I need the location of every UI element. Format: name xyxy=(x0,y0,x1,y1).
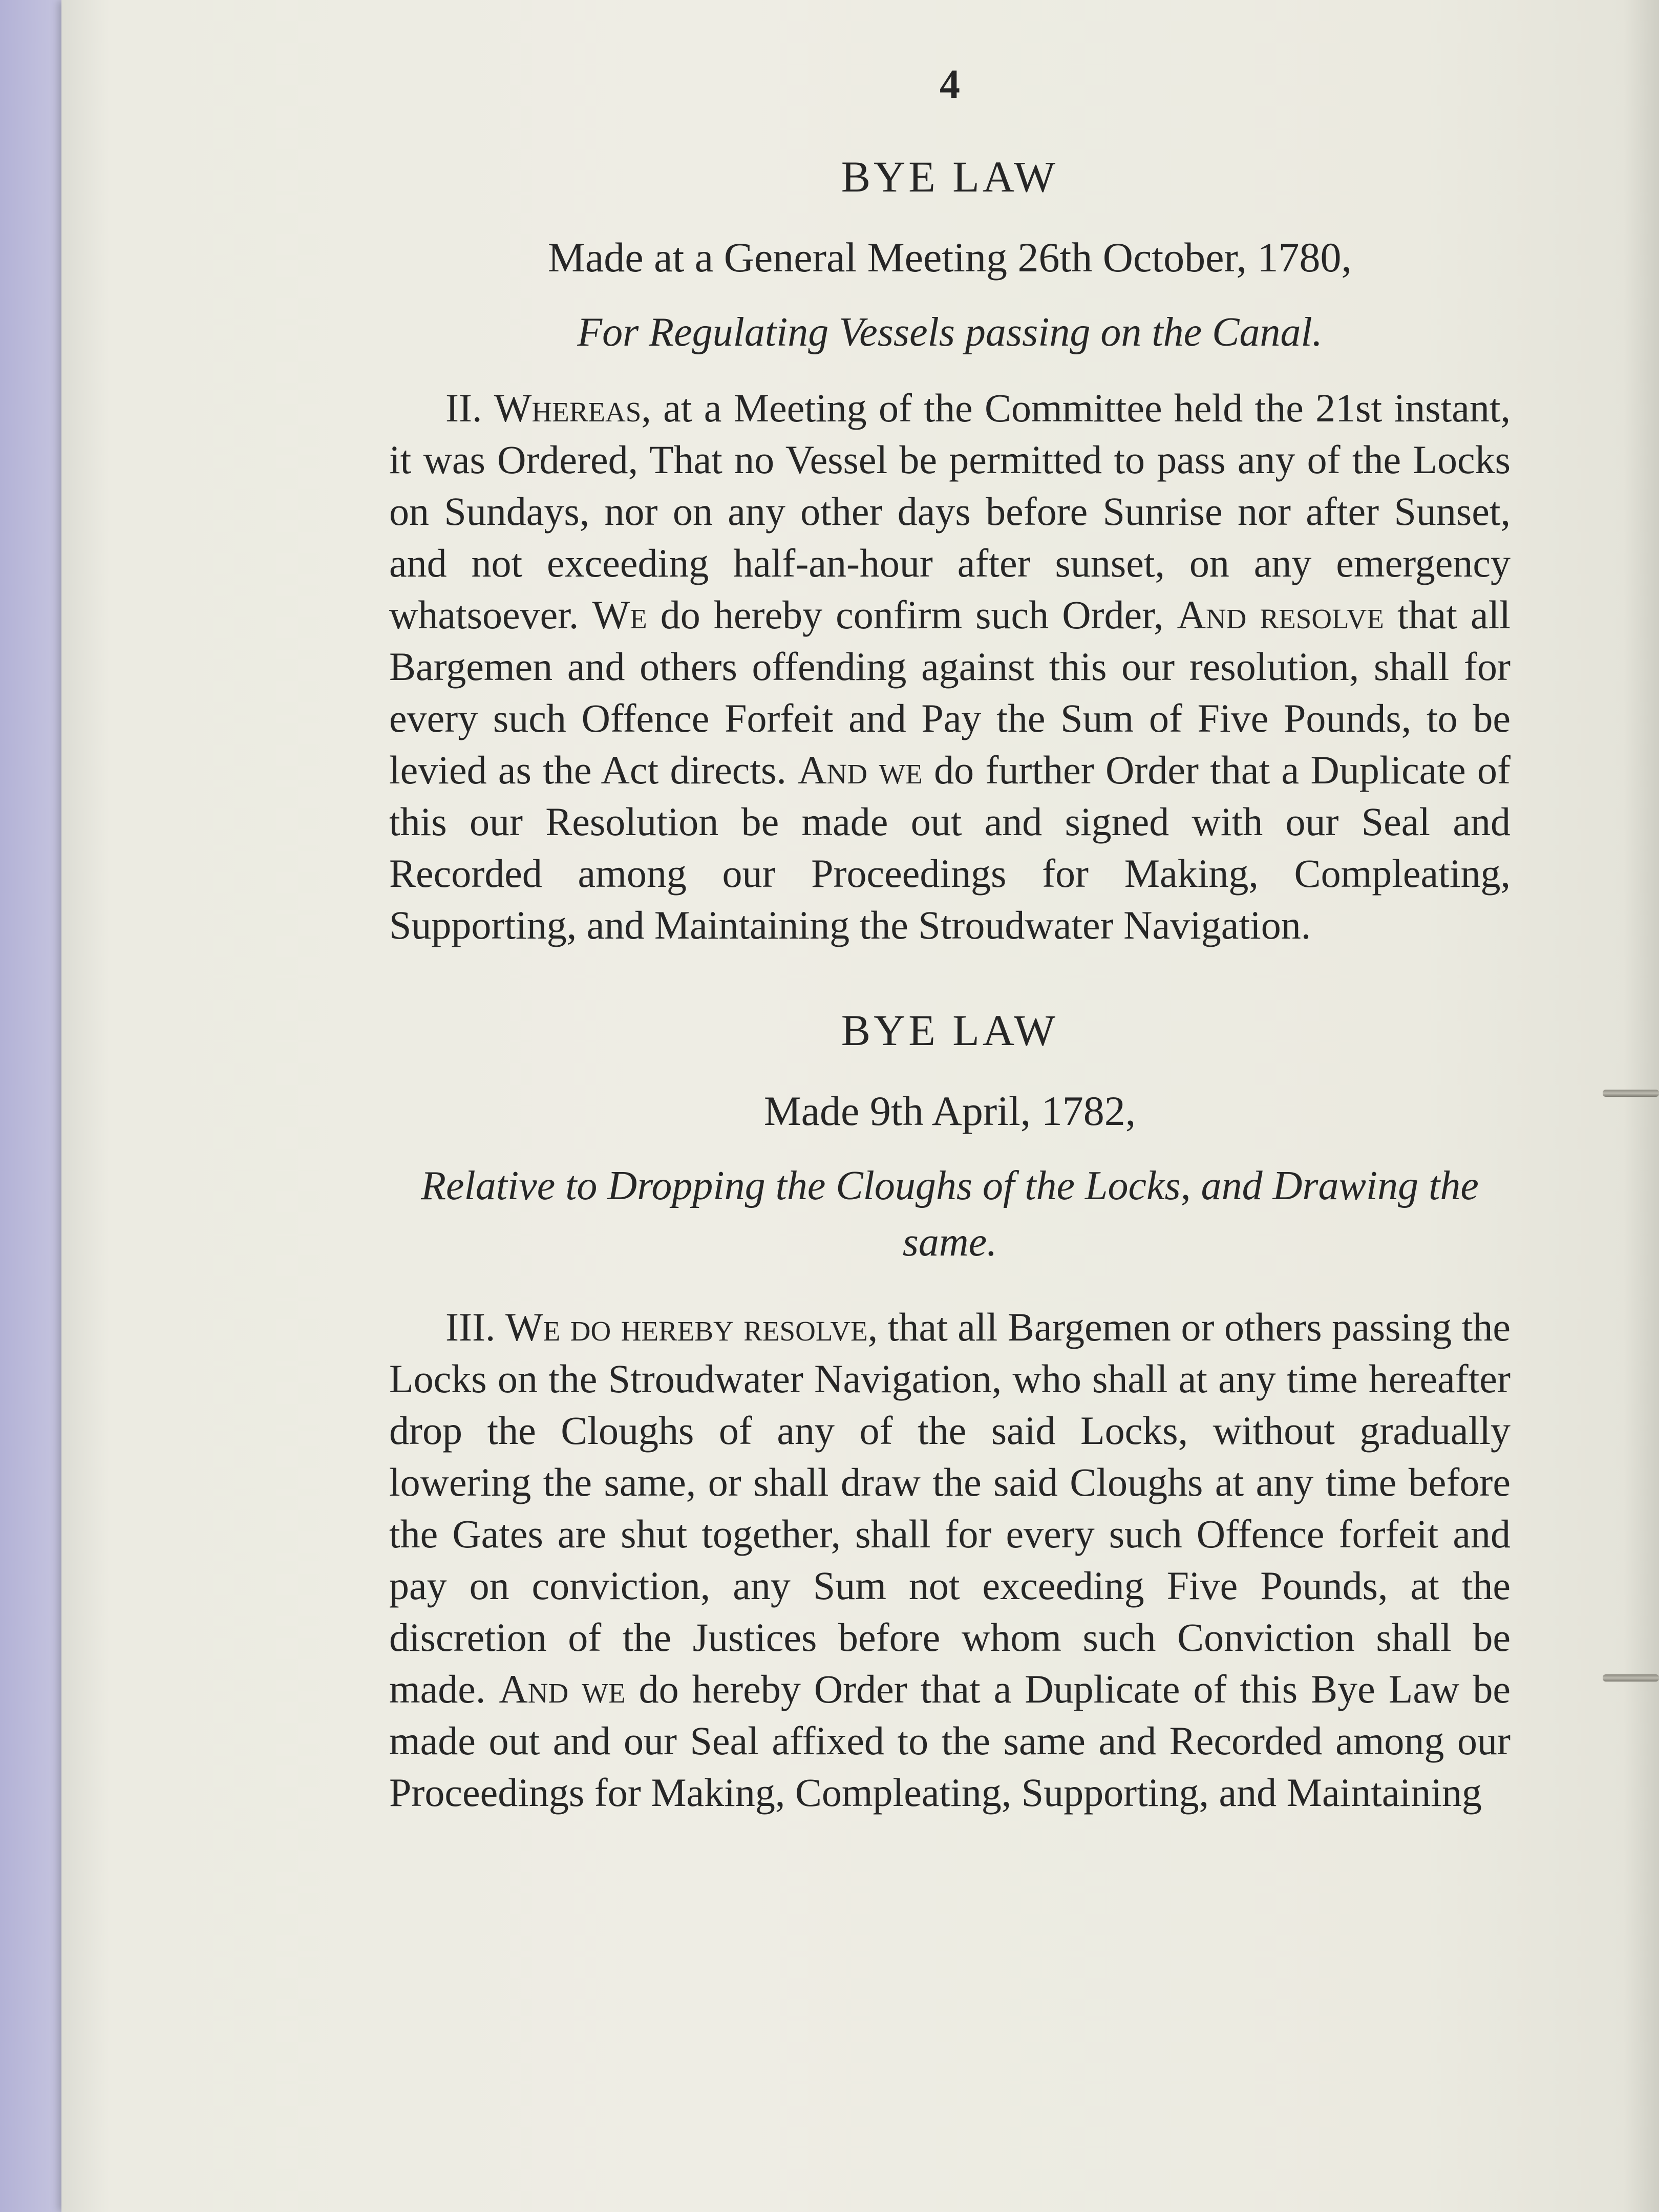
section-subtitle: Relative to Dropping the Cloughs of the Locks, and Drawing the same. xyxy=(421,1163,1479,1265)
section-paragraph xyxy=(389,1301,1511,1818)
paragraph-text: do hereby Order that a Duplicate of this Bye Law be made out and our Seal affixed to the same and Recorded among our Proceedings for Making, Compleating, Supporting, and Maintaining xyxy=(389,1667,1511,1815)
paragraph-text: do further Order that a Duplicate of this our Resolution be made out and signed with our Seal and Recorded among our Proceedings for Making, Compleating, Supporting, and Maintaining the Stroudwater Navigation. xyxy=(389,748,1511,947)
section-paragraph xyxy=(389,382,1511,951)
section-made-date: Made at a General Meeting 26th October, 1780, xyxy=(547,234,1352,281)
section-made-date: Made 9th April, 1782, xyxy=(763,1088,1136,1134)
binding-staple xyxy=(1603,1090,1659,1097)
page-content xyxy=(389,56,1511,1869)
paragraph-phrase: And we xyxy=(798,748,923,792)
document-page xyxy=(61,0,1659,2212)
section-heading: BYE LAW xyxy=(841,1006,1059,1055)
paragraph-text: at a Meeting of the Committee held the 21st instant, it was Ordered, That no Vessel be permitted to pass any of the Locks on Sundays, nor on any other days before Sunrise nor after Sunset, and not exceeding half-an-hour after sunset, on any emergency whatsoever. xyxy=(389,386,1511,637)
paragraph-phrase: And we xyxy=(499,1667,626,1711)
paragraph-number: III. xyxy=(445,1305,496,1349)
section-heading: BYE LAW xyxy=(841,152,1059,201)
paragraph-text: that all Bargemen and others offending against this our resolution, shall for every such Offence Forfeit and Pay the Sum of Five Pounds, to be levied as the Act directs. xyxy=(389,592,1511,792)
bye-law-section-2 xyxy=(389,1002,1511,1818)
page-edge-shadow xyxy=(1623,0,1659,2212)
paragraph-text: do hereby confirm such Order, xyxy=(647,592,1177,637)
paragraph-number: II. xyxy=(445,386,482,430)
binding-staple xyxy=(1603,1674,1659,1682)
paragraph-opening: Whereas, xyxy=(494,386,651,430)
paragraph-opening: We do hereby resolve, xyxy=(505,1305,878,1349)
page-number: 4 xyxy=(940,62,960,107)
section-subtitle: For Regulating Vessels passing on the Canal. xyxy=(577,310,1323,355)
paragraph-phrase: And resolve xyxy=(1177,592,1384,637)
paragraph-phrase: We xyxy=(592,592,647,637)
bye-law-section-1 xyxy=(389,148,1511,951)
paragraph-text: that all Bargemen or others passing the Locks on the Stroudwater Navigation, who shall at any time hereafter drop the Cloughs of any of the said Locks, without gradually lowering the same, or shall draw the said Cloughs at any time before the Gates are shut together, shall for every such Offence forfeit and pay on conviction, any Sum not exceeding Five Pounds, at the discretion of the Justices before whom such Conviction shall be made. xyxy=(389,1305,1511,1711)
